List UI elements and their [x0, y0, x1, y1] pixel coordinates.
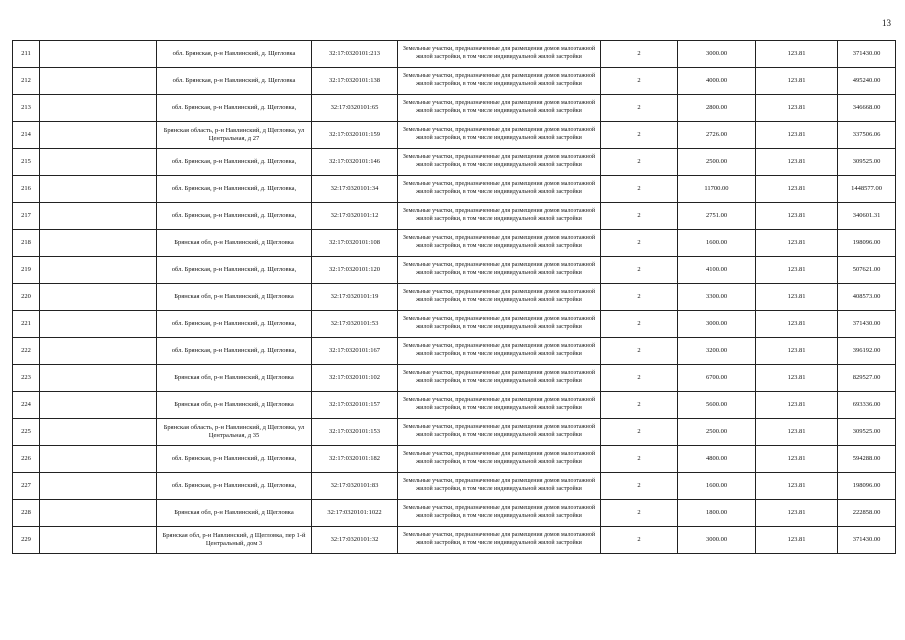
row-number-cell: 224: [13, 392, 40, 419]
purpose-cell: Земельные участки, предназначенные для размещения домов малоэтажной жилой застройки, в том числе индивидуальной жилой застройки: [398, 176, 601, 203]
address-cell: обл. Брянская, р-н Навлинский, д. Щегловка,: [157, 473, 312, 500]
table-row: [13, 365, 896, 392]
table-row: [13, 338, 896, 365]
cadastral-value-cell: 222858.00: [838, 500, 896, 527]
area-cell: 1800.00: [678, 500, 756, 527]
purpose-cell: Земельные участки, предназначенные для размещения домов малоэтажной жилой застройки, в том числе индивидуальной жилой застройки: [398, 473, 601, 500]
cadastral-number-cell: 32:17:0320101:83: [312, 473, 398, 500]
area-cell: 2500.00: [678, 149, 756, 176]
area-cell: 2751.00: [678, 203, 756, 230]
cadastral-value-cell: 337506.06: [838, 122, 896, 149]
cadastral-number-cell: 32:17:0320101:108: [312, 230, 398, 257]
cadastral-number-cell: 32:17:0320101:138: [312, 68, 398, 95]
table-row: [13, 473, 896, 500]
specific-value-cell: 123.81: [756, 257, 838, 284]
address-cell: обл. Брянская, р-н Навлинский, д. Щегловка,: [157, 446, 312, 473]
specific-value-cell: 123.81: [756, 95, 838, 122]
empty-cell: [40, 338, 157, 365]
row-number-cell: 229: [13, 527, 40, 554]
cadastral-value-cell: 408573.00: [838, 284, 896, 311]
empty-cell: [40, 527, 157, 554]
specific-value-cell: 123.81: [756, 446, 838, 473]
group-cell: 2: [601, 365, 678, 392]
purpose-cell: Земельные участки, предназначенные для размещения домов малоэтажной жилой застройки, в том числе индивидуальной жилой застройки: [398, 203, 601, 230]
cadastral-value-cell: 829527.00: [838, 365, 896, 392]
area-cell: 11700.00: [678, 176, 756, 203]
cadastral-number-cell: 32:17:0320101:12: [312, 203, 398, 230]
specific-value-cell: 123.81: [756, 473, 838, 500]
page-number: 13: [882, 18, 891, 28]
cadastral-value-cell: 594288.00: [838, 446, 896, 473]
row-number-cell: 211: [13, 41, 40, 68]
purpose-cell: Земельные участки, предназначенные для размещения домов малоэтажной жилой застройки, в том числе индивидуальной жилой застройки: [398, 365, 601, 392]
table-row: [13, 257, 896, 284]
purpose-cell: Земельные участки, предназначенные для размещения домов малоэтажной жилой застройки, в том числе индивидуальной жилой застройки: [398, 311, 601, 338]
cadastral-value-cell: 198096.00: [838, 473, 896, 500]
table-row: [13, 392, 896, 419]
cadastral-number-cell: 32:17:0320101:120: [312, 257, 398, 284]
cadastral-number-cell: 32:17:0320101:159: [312, 122, 398, 149]
specific-value-cell: 123.81: [756, 392, 838, 419]
cadastral-value-cell: 309525.00: [838, 419, 896, 446]
address-cell: обл. Брянская, р-н Навлинский, д. Щегловка,: [157, 311, 312, 338]
row-number-cell: 223: [13, 365, 40, 392]
cadastral-value-cell: 371430.00: [838, 41, 896, 68]
cadastral-value-cell: 340601.31: [838, 203, 896, 230]
group-cell: 2: [601, 176, 678, 203]
row-number-cell: 216: [13, 176, 40, 203]
area-cell: 6700.00: [678, 365, 756, 392]
group-cell: 2: [601, 68, 678, 95]
specific-value-cell: 123.81: [756, 311, 838, 338]
land-plots-table: [12, 40, 896, 554]
group-cell: 2: [601, 338, 678, 365]
table-row: [13, 446, 896, 473]
row-number-cell: 218: [13, 230, 40, 257]
cadastral-number-cell: 32:17:0320101:102: [312, 365, 398, 392]
specific-value-cell: 123.81: [756, 41, 838, 68]
area-cell: 4000.00: [678, 68, 756, 95]
empty-cell: [40, 68, 157, 95]
specific-value-cell: 123.81: [756, 500, 838, 527]
empty-cell: [40, 392, 157, 419]
row-number-cell: 217: [13, 203, 40, 230]
cadastral-value-cell: 1448577.00: [838, 176, 896, 203]
specific-value-cell: 123.81: [756, 284, 838, 311]
area-cell: 3300.00: [678, 284, 756, 311]
row-number-cell: 226: [13, 446, 40, 473]
row-number-cell: 214: [13, 122, 40, 149]
row-number-cell: 221: [13, 311, 40, 338]
address-cell: обл. Брянская, р-н Навлинский, д. Щегловка: [157, 68, 312, 95]
purpose-cell: Земельные участки, предназначенные для размещения домов малоэтажной жилой застройки, в том числе индивидуальной жилой застройки: [398, 419, 601, 446]
specific-value-cell: 123.81: [756, 149, 838, 176]
address-cell: Брянская область, р-н Навлинский, д Щегловка, ул Центральная, д 35: [157, 419, 312, 446]
cadastral-value-cell: 309525.00: [838, 149, 896, 176]
empty-cell: [40, 446, 157, 473]
table-row: [13, 527, 896, 554]
cadastral-number-cell: 32:17:0320101:146: [312, 149, 398, 176]
table-row: [13, 95, 896, 122]
purpose-cell: Земельные участки, предназначенные для размещения домов малоэтажной жилой застройки, в том числе индивидуальной жилой застройки: [398, 95, 601, 122]
specific-value-cell: 123.81: [756, 419, 838, 446]
empty-cell: [40, 284, 157, 311]
specific-value-cell: 123.81: [756, 230, 838, 257]
area-cell: 5600.00: [678, 392, 756, 419]
address-cell: обл. Брянская, р-н Навлинский, д. Щегловка,: [157, 149, 312, 176]
purpose-cell: Земельные участки, предназначенные для размещения домов малоэтажной жилой застройки, в том числе индивидуальной жилой застройки: [398, 446, 601, 473]
empty-cell: [40, 419, 157, 446]
address-cell: обл. Брянская, р-н Навлинский, д. Щегловка,: [157, 338, 312, 365]
empty-cell: [40, 203, 157, 230]
table-row: [13, 176, 896, 203]
purpose-cell: Земельные участки, предназначенные для размещения домов малоэтажной жилой застройки, в том числе индивидуальной жилой застройки: [398, 500, 601, 527]
cadastral-number-cell: 32:17:0320101:182: [312, 446, 398, 473]
purpose-cell: Земельные участки, предназначенные для размещения домов малоэтажной жилой застройки, в том числе индивидуальной жилой застройки: [398, 392, 601, 419]
specific-value-cell: 123.81: [756, 68, 838, 95]
cadastral-value-cell: 693336.00: [838, 392, 896, 419]
empty-cell: [40, 41, 157, 68]
address-cell: обл. Брянская, р-н Навлинский, д. Щегловка,: [157, 257, 312, 284]
specific-value-cell: 123.81: [756, 527, 838, 554]
purpose-cell: Земельные участки, предназначенные для размещения домов малоэтажной жилой застройки, в том числе индивидуальной жилой застройки: [398, 284, 601, 311]
purpose-cell: Земельные участки, предназначенные для размещения домов малоэтажной жилой застройки, в том числе индивидуальной жилой застройки: [398, 230, 601, 257]
row-number-cell: 225: [13, 419, 40, 446]
specific-value-cell: 123.81: [756, 122, 838, 149]
empty-cell: [40, 95, 157, 122]
empty-cell: [40, 473, 157, 500]
cadastral-value-cell: 507621.00: [838, 257, 896, 284]
empty-cell: [40, 365, 157, 392]
purpose-cell: Земельные участки, предназначенные для размещения домов малоэтажной жилой застройки, в том числе индивидуальной жилой застройки: [398, 149, 601, 176]
specific-value-cell: 123.81: [756, 203, 838, 230]
area-cell: 4800.00: [678, 446, 756, 473]
cadastral-number-cell: 32:17:0320101:167: [312, 338, 398, 365]
table-row: [13, 203, 896, 230]
address-cell: обл. Брянская, р-н Навлинский, д. Щегловка,: [157, 176, 312, 203]
cadastral-value-cell: 396192.00: [838, 338, 896, 365]
area-cell: 3200.00: [678, 338, 756, 365]
cadastral-number-cell: 32:17:0320101:19: [312, 284, 398, 311]
empty-cell: [40, 122, 157, 149]
purpose-cell: Земельные участки, предназначенные для размещения домов малоэтажной жилой застройки, в том числе индивидуальной жилой застройки: [398, 257, 601, 284]
group-cell: 2: [601, 473, 678, 500]
address-cell: Брянская обл, р-н Навлинский, д Щегловка: [157, 284, 312, 311]
cadastral-value-cell: 346668.00: [838, 95, 896, 122]
group-cell: 2: [601, 284, 678, 311]
address-cell: Брянская область, р-н Навлинский, д Щегловка, ул Центральная, д 27: [157, 122, 312, 149]
row-number-cell: 219: [13, 257, 40, 284]
address-cell: обл. Брянская, р-н Навлинский, д. Щегловка: [157, 41, 312, 68]
cadastral-number-cell: 32:17:0320101:65: [312, 95, 398, 122]
specific-value-cell: 123.81: [756, 338, 838, 365]
specific-value-cell: 123.81: [756, 365, 838, 392]
specific-value-cell: 123.81: [756, 176, 838, 203]
address-cell: Брянская обл, р-н Навлинский, д Щегловка: [157, 500, 312, 527]
empty-cell: [40, 311, 157, 338]
area-cell: 2726.00: [678, 122, 756, 149]
area-cell: 3000.00: [678, 41, 756, 68]
table-row: [13, 41, 896, 68]
address-cell: обл. Брянская, р-н Навлинский, д. Щегловка,: [157, 203, 312, 230]
group-cell: 2: [601, 230, 678, 257]
cadastral-number-cell: 32:17:0320101:153: [312, 419, 398, 446]
table-row: [13, 419, 896, 446]
cadastral-value-cell: 495240.00: [838, 68, 896, 95]
cadastral-number-cell: 32:17:0320101:53: [312, 311, 398, 338]
table-body: [13, 41, 896, 554]
cadastral-value-cell: 371430.00: [838, 527, 896, 554]
area-cell: 2800.00: [678, 95, 756, 122]
area-cell: 4100.00: [678, 257, 756, 284]
purpose-cell: Земельные участки, предназначенные для размещения домов малоэтажной жилой застройки, в том числе индивидуальной жилой застройки: [398, 338, 601, 365]
table-row: [13, 311, 896, 338]
area-cell: 1600.00: [678, 473, 756, 500]
purpose-cell: Земельные участки, предназначенные для размещения домов малоэтажной жилой застройки, в том числе индивидуальной жилой застройки: [398, 122, 601, 149]
cadastral-number-cell: 32:17:0320101:32: [312, 527, 398, 554]
table-row: [13, 149, 896, 176]
group-cell: 2: [601, 95, 678, 122]
cadastral-number-cell: 32:17:0320101:34: [312, 176, 398, 203]
group-cell: 2: [601, 122, 678, 149]
area-cell: 1600.00: [678, 230, 756, 257]
table-row: [13, 500, 896, 527]
cadastral-number-cell: 32:17:0320101:1022: [312, 500, 398, 527]
group-cell: 2: [601, 311, 678, 338]
row-number-cell: 213: [13, 95, 40, 122]
group-cell: 2: [601, 527, 678, 554]
cadastral-value-cell: 198096.00: [838, 230, 896, 257]
address-cell: Брянская обл, р-н Навлинский, д Щегловка: [157, 392, 312, 419]
table-row: [13, 284, 896, 311]
address-cell: обл. Брянская, р-н Навлинский, д. Щегловка,: [157, 95, 312, 122]
row-number-cell: 222: [13, 338, 40, 365]
area-cell: 3000.00: [678, 311, 756, 338]
group-cell: 2: [601, 257, 678, 284]
area-cell: 2500.00: [678, 419, 756, 446]
group-cell: 2: [601, 419, 678, 446]
group-cell: 2: [601, 446, 678, 473]
empty-cell: [40, 176, 157, 203]
purpose-cell: Земельные участки, предназначенные для размещения домов малоэтажной жилой застройки, в том числе индивидуальной жилой застройки: [398, 41, 601, 68]
purpose-cell: Земельные участки, предназначенные для размещения домов малоэтажной жилой застройки, в том числе индивидуальной жилой застройки: [398, 68, 601, 95]
table-row: [13, 122, 896, 149]
group-cell: 2: [601, 203, 678, 230]
empty-cell: [40, 149, 157, 176]
row-number-cell: 228: [13, 500, 40, 527]
group-cell: 2: [601, 500, 678, 527]
table-row: [13, 230, 896, 257]
row-number-cell: 220: [13, 284, 40, 311]
empty-cell: [40, 230, 157, 257]
area-cell: 3000.00: [678, 527, 756, 554]
group-cell: 2: [601, 392, 678, 419]
group-cell: 2: [601, 41, 678, 68]
address-cell: Брянская обл, р-н Навлинский, д Щегловка, пер 1-й Центральный, дом 3: [157, 527, 312, 554]
cadastral-value-cell: 371430.00: [838, 311, 896, 338]
empty-cell: [40, 500, 157, 527]
empty-cell: [40, 257, 157, 284]
group-cell: 2: [601, 149, 678, 176]
table-row: [13, 68, 896, 95]
purpose-cell: Земельные участки, предназначенные для размещения домов малоэтажной жилой застройки, в том числе индивидуальной жилой застройки: [398, 527, 601, 554]
address-cell: Брянская обл, р-н Навлинский, д Щегловка: [157, 230, 312, 257]
address-cell: Брянская обл, р-н Навлинский, д Щегловка: [157, 365, 312, 392]
row-number-cell: 212: [13, 68, 40, 95]
cadastral-number-cell: 32:17:0320101:213: [312, 41, 398, 68]
cadastral-number-cell: 32:17:0320101:157: [312, 392, 398, 419]
row-number-cell: 215: [13, 149, 40, 176]
row-number-cell: 227: [13, 473, 40, 500]
